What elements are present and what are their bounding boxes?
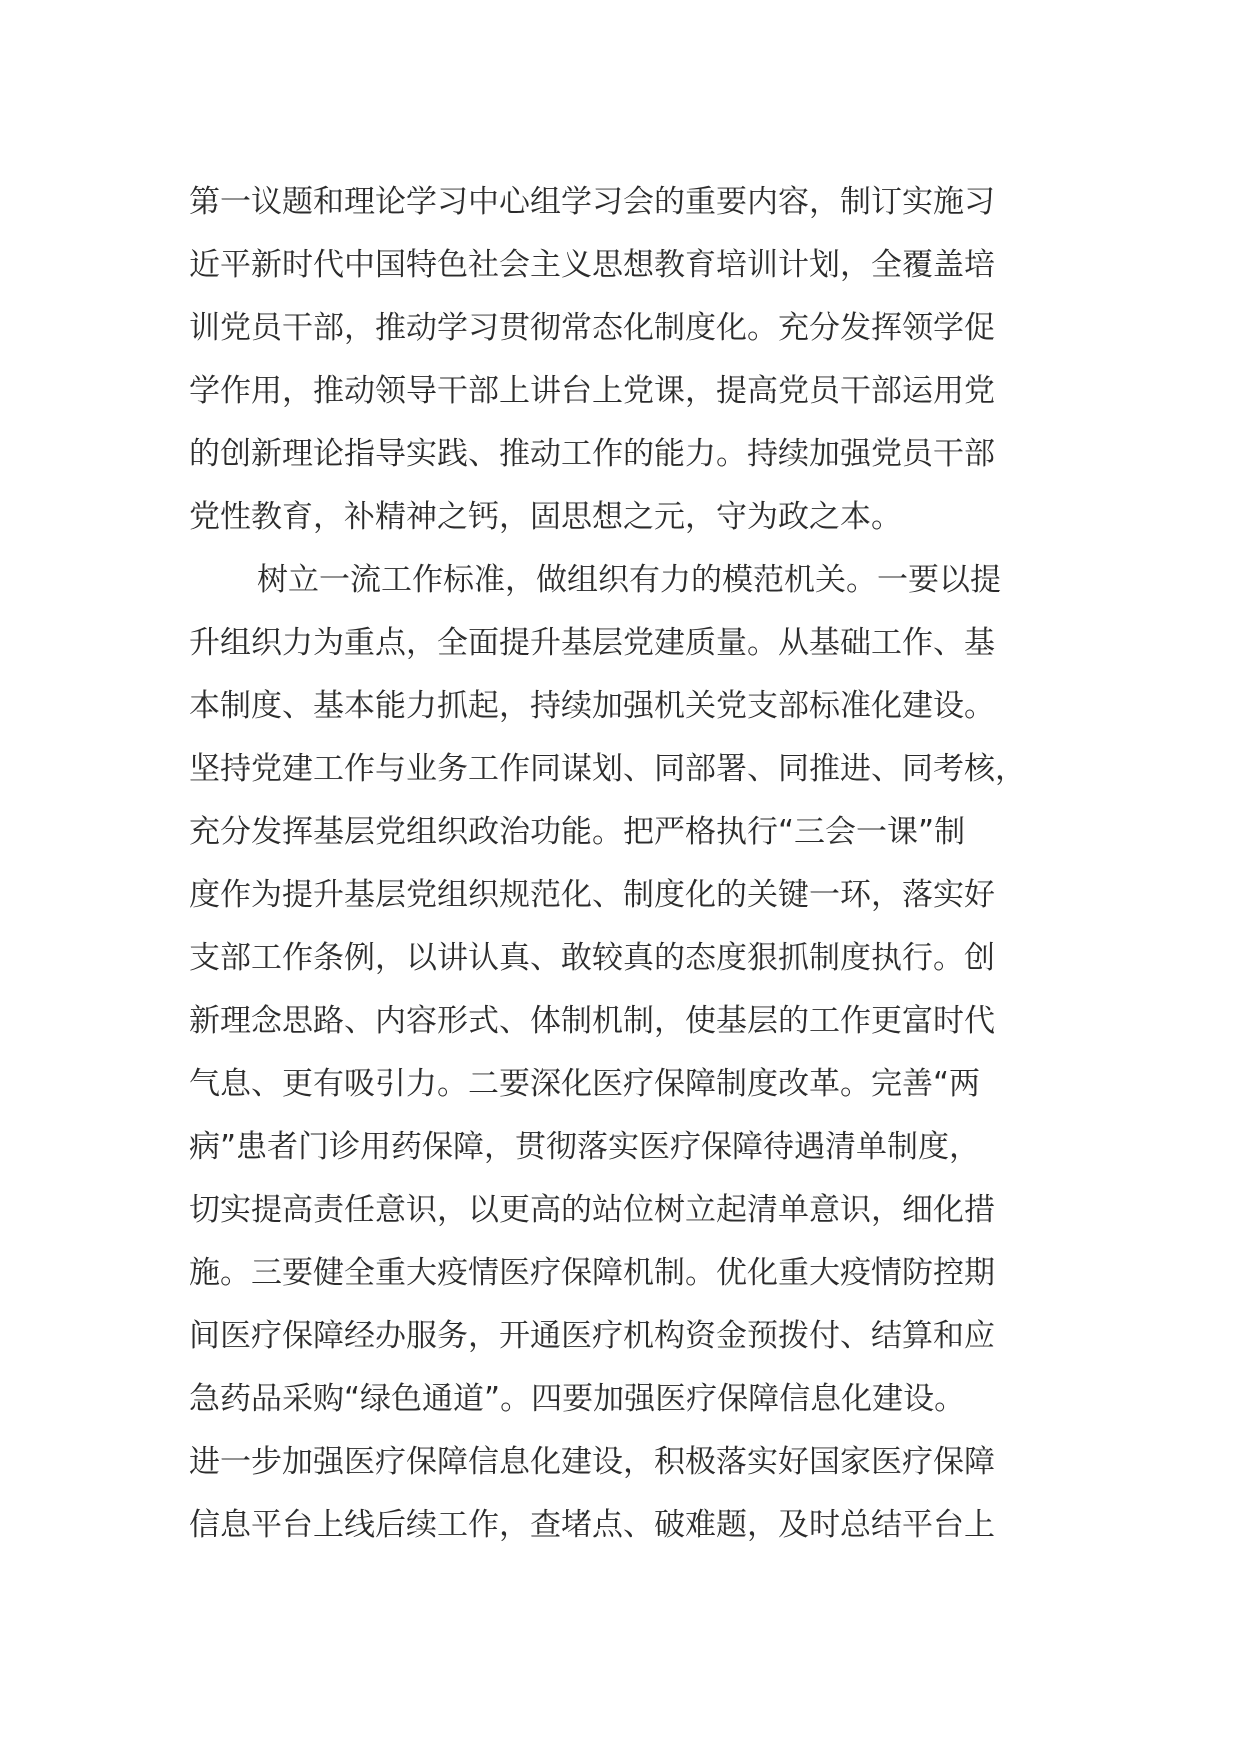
text-line: 党性教育，补精神之钙，固思想之元，守为政之本。 (189, 499, 902, 535)
paragraph (189, 171, 1069, 549)
text-line: 施。三要健全重大疫情医疗保障机制。优化重大疫情防控期 (189, 1255, 995, 1291)
text-line: 度作为提升基层党组织规范化、制度化的关键一环，落实好 (189, 877, 995, 913)
text-line: 近平新时代中国特色社会主义思想教育培训计划，全覆盖培 (189, 247, 995, 283)
text-line: 学作用，推动领导干部上讲台上党课，提高党员干部运用党 (189, 373, 995, 409)
text-line: 坚持党建工作与业务工作同谋划、同部署、同推进、同考核， (189, 751, 1026, 787)
text-line: 间医疗保障经办服务，开通医疗机构资金预拨付、结算和应 (189, 1318, 995, 1354)
text-line: 病”患者门诊用药保障，贯彻落实医疗保障待遇清单制度， (189, 1129, 981, 1165)
body-text (189, 171, 1069, 1557)
text-line: 信息平台上线后续工作，查堵点、破难题，及时总结平台上 (189, 1507, 995, 1543)
text-line: 急药品采购“绿色通道”。四要加强医疗保障信息化建设。 (189, 1381, 966, 1417)
text-line: 树立一流工作标准，做组织有力的模范机关。一要以提 (257, 562, 1001, 598)
text-line: 训党员干部，推动学习贯彻常态化制度化。充分发挥领学促 (189, 310, 995, 346)
text-line: 进一步加强医疗保障信息化建设，积极落实好国家医疗保障 (189, 1444, 995, 1480)
text-line: 的创新理论指导实践、推动工作的能力。持续加强党员干部 (189, 436, 995, 472)
text-line: 切实提高责任意识，以更高的站位树立起清单意识，细化措 (189, 1192, 995, 1228)
text-line: 本制度、基本能力抓起，持续加强机关党支部标准化建设。 (189, 688, 995, 724)
text-line: 气息、更有吸引力。二要深化医疗保障制度改革。完善“两 (189, 1066, 981, 1102)
text-line: 充分发挥基层党组织政治功能。把严格执行“三会一课”制 (189, 814, 966, 850)
paragraph (189, 549, 1069, 1557)
text-line: 新理念思路、内容形式、体制机制，使基层的工作更富时代 (189, 1003, 995, 1039)
text-line: 支部工作条例，以讲认真、敢较真的态度狠抓制度执行。创 (189, 940, 995, 976)
text-line: 第一议题和理论学习中心组学习会的重要内容，制订实施习 (189, 184, 995, 220)
text-line: 升组织力为重点，全面提升基层党建质量。从基础工作、基 (189, 625, 995, 661)
